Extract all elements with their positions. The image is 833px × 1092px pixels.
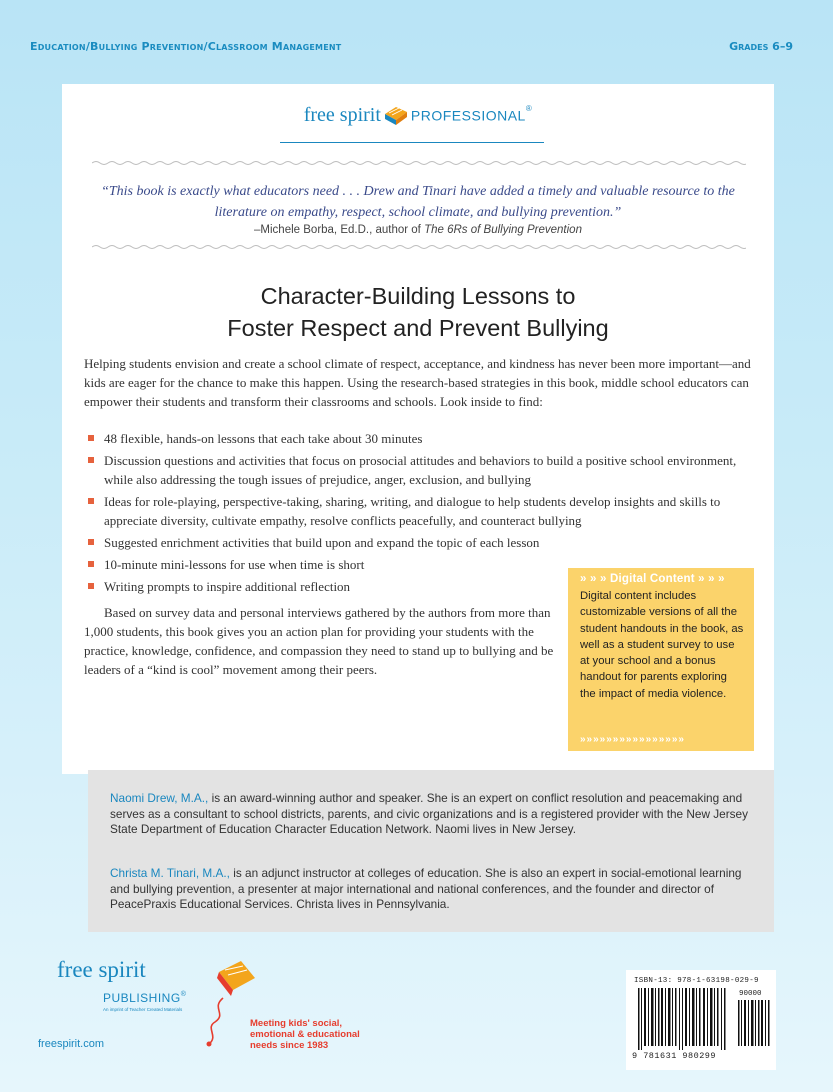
author-bio-text: is an award-winning author and speaker. She is an expert on conflict resolution and peacemaking and serves as a consultant to school districts, parents, and civic organizations and is a registered provider with the New Jersey State Department of Education Character Education Network. Naomi lives in New Jersey. [110,791,748,836]
publisher-tagline: Meeting kids' social, emotional & educational needs since 1983 [250,1018,360,1051]
logo-divider [280,142,544,143]
author-bio-drew [88,791,774,838]
website-link[interactable]: freespirit.com [38,1038,105,1050]
closing-paragraph: Based on survey data and personal interviews gathered by the authors from more than 1,000 students, this book gives you an action plan for providing your students with the practice, knowledge, confidence, and compassion they need to stand up to bullying and be leaders of a “kind is cool” movement among their peers. [84,605,554,677]
title-line-2: Foster Respect and Prevent Bullying [227,315,609,341]
barcode-number: 9 781631 980299 [632,1051,717,1061]
top-bar [30,40,793,56]
category-label: Education/Bullying Prevention/Classroom Management [30,40,342,53]
list-item: Writing prompts to inspire additional reflection [84,577,760,596]
author-name: Christa M. Tinari, M.A., [110,866,230,880]
bullet-square-icon [88,457,94,463]
publishing-label: PUBLISHING® [103,991,187,1005]
publisher-name: free spirit [57,957,146,982]
professional-label: PROFESSIONAL [410,107,526,124]
price-code: 90000 [739,990,762,998]
book-title [82,280,754,344]
list-item: Ideas for role-playing, perspective-taking, sharing, writing, and dialogue to help students develop insights and skills to appreciate diversity, cultivate empathy, resolve conflicts peacefully, and counteract bullying [84,492,760,530]
free-spirit-professional-logo [62,104,774,127]
digital-content-body: Digital content includes customizable versions of all the student handouts in the book, as well as a student survey to use at your school and a bonus handout for parents exploring the impact of media violence. [580,590,744,700]
list-item: Suggested enrichment activities that build upon and expand the topic of each lesson [84,533,760,552]
bullet-square-icon [88,539,94,545]
book-icon [383,106,409,126]
wavy-divider-bottom [92,244,746,250]
attribution-book-title: The 6Rs of Bullying Prevention [424,224,582,236]
author-bio-text: is an adjunct instructor at colleges of education. She is also an expert in social-emotional learning and bullying prevention, a presenter at major international and national conferences, and the founder and director of PeacePraxis Educational Services. Christa lives in Pennsylvania. [110,866,742,911]
bullet-square-icon [88,561,94,567]
title-line-1: Character-Building Lessons to [260,283,576,309]
bullet-square-icon [88,583,94,589]
author-bio-tinari [88,866,774,913]
brand-name: free spirit [303,104,381,126]
bullet-square-icon [88,435,94,441]
digital-content-arrows: »»»»»»»»»»»»»»»» [580,734,685,745]
intro-paragraph: Helping students envision and create a school climate of respect, acceptance, and kindness has never been more important—and kids are eager for the chance to make this happen. Using the research-based strategies in this book, middle school educators can empower their students and transform their classrooms and schools. Look inside to find: [84,356,751,410]
author-bios [88,770,774,932]
registered-mark: ® [525,104,533,113]
digital-content-title: » » » Digital Content » » » [580,573,725,585]
list-item: Discussion questions and activities that focus on prosocial attitudes and behaviors to build a positive school environment, while also addressing the tough issues of prejudice, anger, exclusion, and bullying [84,451,760,489]
isbn-text: ISBN-13: 978-1-63198-029-9 [634,977,759,985]
wavy-divider-top [92,160,746,166]
author-name: Naomi Drew, M.A., [110,791,209,805]
bullet-square-icon [88,498,94,504]
digital-content-box [568,568,754,751]
endorsement-quote: “This book is exactly what educators need . . . Drew and Tinari have added a timely and valuable resource to the literature on empathy, respect, school climate, and bullying prevention.” [101,184,735,220]
isbn-barcode [626,970,776,1070]
list-item: 48 flexible, hands-on lessons that each take about 30 minutes [84,429,760,448]
attribution-author: –Michele Borba, Ed.D., author of [254,224,425,236]
list-item: 10-minute mini-lessons for use when time is short [84,555,760,574]
endorsement-attribution [82,224,754,236]
grades-label: Grades 6–9 [729,40,793,53]
imprint-line: An imprint of Teacher Created Materials [103,1007,183,1012]
book-kid-icon [197,958,257,1053]
